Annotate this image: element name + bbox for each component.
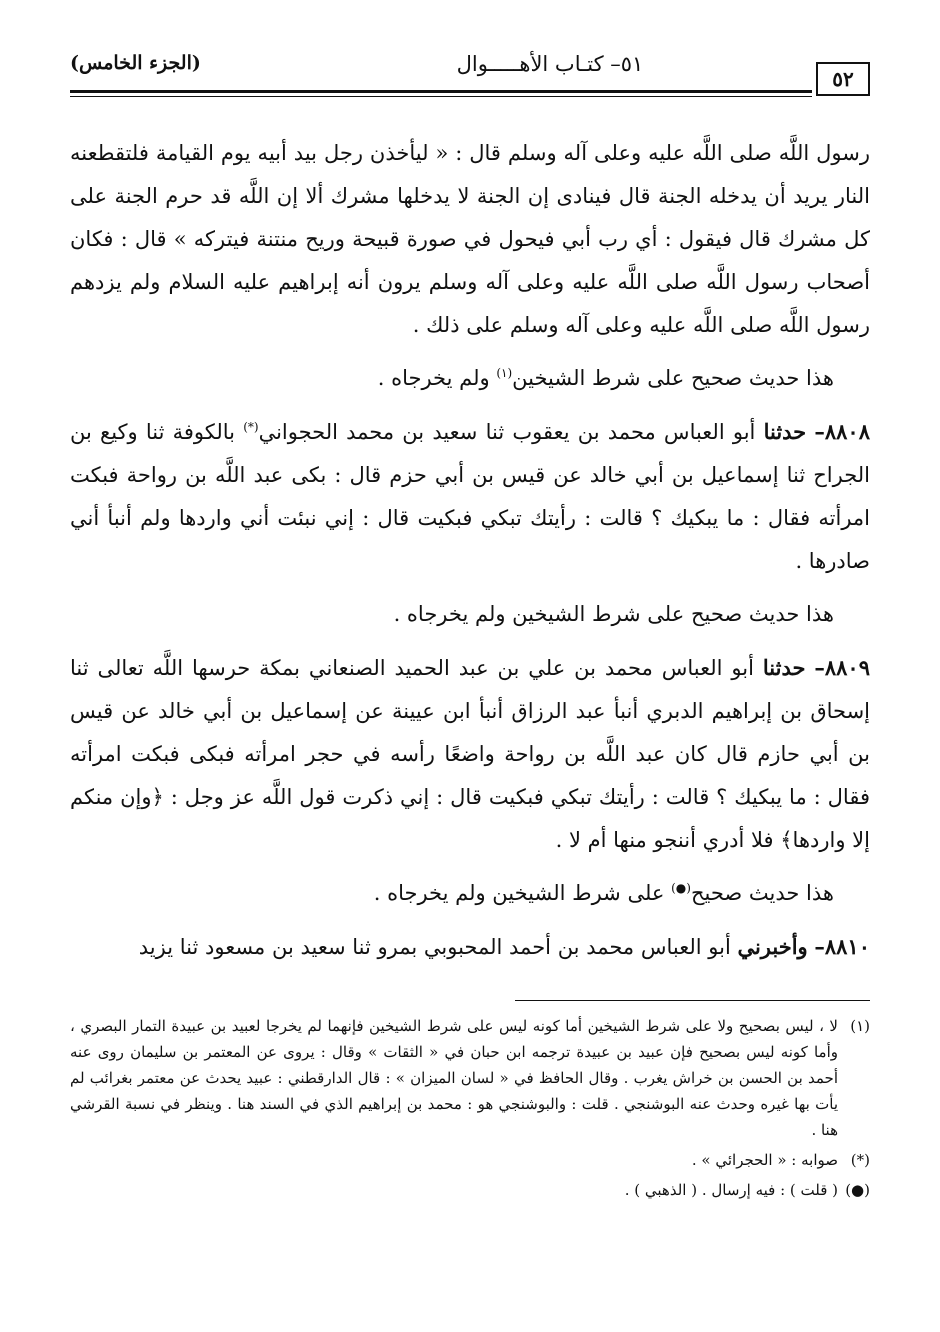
verdict-text: هذا حديث صحيح على شرط الشيخين — [512, 366, 834, 390]
paragraph — [70, 132, 870, 347]
footnote-mark: (١) — [850, 1017, 870, 1035]
section-title: ٥١– كتـاب الأهـــــوال — [456, 52, 644, 76]
verdict-text: هذا حديث صحيح على شرط الشيخين ولم يخرجاه . — [393, 602, 834, 626]
hadith-lead: وأخبرني — [737, 934, 808, 959]
hadith-text-end: بالكوفة ثنا وكيع بن الجراح ثنا إسماعيل بن أبي خالد عن قيس بن أبي حزم قال : بكى عبد اللَّه بن رواحة فبكت امرأته فقال : ما يبكيك ؟ قالت : رأيتك تبكي فبكيت قال : إني نبئت أني واردها ولم أنبأ أني صادرها . — [70, 420, 870, 573]
verdict-text: هذا حديث صحيح — [690, 881, 834, 905]
paragraph-text: رسول اللَّه صلى اللَّه عليه وعلى آله وسلم قال : « ليأخذن رجل بيد أبيه يوم القيامة فلتقطعنه النار يريد أن يدخله الجنة قال فينادى إن الجنة لا يدخلها مشرك ألا إن اللَّه قد حرم الجنة على كل مشرك قال فيقول : أي رب أبي فيحول في صورة قبيحة وريح منتنة فيتركه » قال : فكان أصحاب رسول اللَّه صلى اللَّه عليه وعلى آله وسلم يرون أنه إبراهيم عليه السلام ولم يزدهم رسول اللَّه صلى اللَّه عليه وعلى آله وسلم على ذلك . — [70, 141, 870, 337]
hadith-paragraph — [70, 646, 870, 862]
footnotes — [70, 1013, 870, 1207]
page-header — [70, 48, 870, 91]
paragraph-verdict — [70, 357, 870, 400]
hadith-paragraph — [70, 410, 870, 583]
hadith-text: أبو العباس محمد بن علي بن عبد الحميد الصنعاني بمكة حرسها اللَّه تعالى ثنا إسحاق بن إبراهيم الدبري أنبأ عبد الرزاق أنبأ ابن عيينة عن إسماعيل بن أبي خالد عن قيس بن أبي حازم قال كان عبد اللَّه بن رواحة واضعًا رأسه في حجر امرأته فبكى فبكت امرأته فقال : ما يبكيك ؟ قالت : رأيتك تبكي فبكيت قال : إني ذكرت قول اللَّه عز وجل : ﴿وإن منكم إلا واردها﴾ فلا أدري أننجو منها أم لا . — [70, 656, 870, 852]
verdict-text-end: على شرط الشيخين ولم يخرجاه . — [373, 881, 672, 905]
header-rule-thick — [70, 90, 812, 93]
hadith-paragraph — [70, 925, 870, 969]
footnote-ref[interactable]: (*) — [243, 420, 259, 434]
paragraph-verdict — [70, 593, 870, 636]
footnote-mark: (●) — [845, 1181, 870, 1199]
footnote — [70, 1013, 870, 1143]
footnote-text: ( قلت ) : فيه إرسال . ( الذهبي ) . — [624, 1181, 838, 1199]
footnote-ref[interactable]: (١) — [496, 366, 513, 380]
footnote-ref[interactable]: (●) — [671, 881, 691, 895]
header-rule-thin — [70, 96, 812, 97]
book-page — [70, 48, 870, 1199]
hadith-lead: حدثنا — [763, 419, 807, 444]
verdict-text-end: ولم يخرجاه . — [377, 366, 497, 390]
page-number: ٥٢ — [816, 62, 870, 96]
footnote — [70, 1177, 870, 1203]
paragraph-verdict — [70, 872, 870, 915]
hadith-text: أبو العباس محمد بن يعقوب ثنا سعيد بن محمد الحجواني — [258, 420, 764, 444]
hadith-number: ٨٨١٠– — [814, 934, 870, 959]
main-text — [70, 132, 870, 979]
footnote-text: لا ، ليس بصحيح ولا على شرط الشيخين أما كونه ليس على شرط الشيخين فإنهما لم يخرجا لعبيد بن عبيدة التمار البصري ، وأما كونه ليس بصحيح فإن عبيد بن عبيدة ترجمه ابن حبان في « الثقات » وقال : يروى عن المعتمر بن سليمان روى عنه أحمد بن الحسن بن خراش يغرب . وقال الحافظ في « لسان الميزان » : قال الدارقطني : عبيد يحدث عن معتمر بغرائب لم يأت بها غيره وحدث عنه البوشنجي . قلت : والبوشنجي هو : محمد بن إبراهيم الذي في السند هنا . وينظر في نسبة القرشي هنا . — [70, 1017, 838, 1139]
hadith-number: ٨٨٠٩– — [814, 655, 870, 680]
footnote-text: صوابه : « الحجرائي » . — [691, 1151, 838, 1169]
footnote-mark: (*) — [850, 1151, 870, 1169]
hadith-number: ٨٨٠٨– — [814, 419, 870, 444]
part-title: (الجزء الخامس) — [70, 52, 201, 74]
hadith-text: أبو العباس محمد بن أحمد المحبوبي بمرو ثنا سعيد بن مسعود ثنا يزيد — [138, 935, 738, 959]
footnote-separator — [515, 1000, 870, 1001]
footnote — [70, 1147, 870, 1173]
hadith-lead: حدثنا — [762, 655, 806, 680]
